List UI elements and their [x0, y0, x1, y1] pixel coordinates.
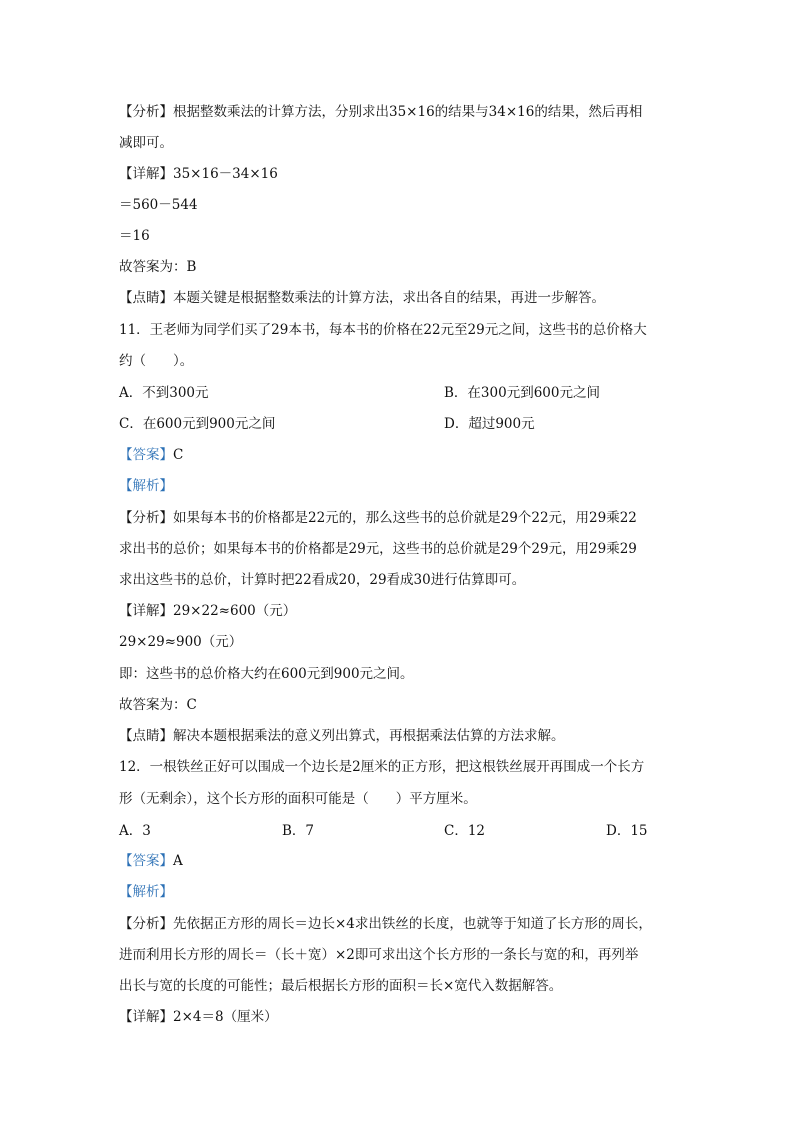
q12-stem-line-1: 12．一根铁丝正好可以围成一个边长是2厘米的正方形，把这根铁丝展开再围成一个长方 — [119, 759, 645, 775]
q11-option-a: A．不到300元 — [119, 385, 209, 401]
q11-jiexi-tag: 【解析】 — [119, 478, 173, 494]
q12-jiexi-tag: 【解析】 — [119, 884, 173, 900]
q11-analysis-line-1: 【分析】如果每本书的价格都是22元的，那么这些书的总价就是29个22元，用29乘22 — [119, 510, 637, 526]
q11-option-b: B．在300元到600元之间 — [444, 385, 600, 401]
q12-answer-value: A — [173, 853, 183, 869]
q10-analysis-line-1: 【分析】根据整数乘法的计算方法，分别求出35×16的结果与34×16的结果，然后再相 — [119, 104, 643, 120]
q11-detail-line-2: 29×29≈900（元） — [119, 634, 243, 650]
q12-answer — [119, 851, 183, 871]
q11-detail-line-3: 即：这些书的总价格大约在600元到900元之间。 — [119, 666, 414, 682]
q12-analysis-line-1: 【分析】先依据正方形的周长＝边长×4求出铁丝的长度，也就等于知道了长方形的周长， — [119, 916, 652, 932]
q11-stem-line-1: 11．王老师为同学们买了29本书，每本书的价格在22元至29元之间，这些书的总价格大 — [119, 322, 647, 338]
q10-detail-line-2: ＝560－544 — [119, 197, 198, 213]
q11-comment: 【点睛】解决本题根据乘法的意义列出算式，再根据乘法估算的方法求解。 — [119, 728, 565, 744]
q10-comment: 【点睛】本题关键是根据整数乘法的计算方法，求出各自的结果，再进一步解答。 — [119, 290, 605, 306]
q12-stem-line-2: 形（无剩余），这个长方形的面积可能是（ ）平方厘米。 — [119, 791, 477, 807]
q11-answer-tag: 【答案】 — [119, 447, 173, 463]
q11-answer-value: C — [173, 447, 184, 463]
q12-analysis-line-3: 出长与宽的长度的可能性；最后根据长方形的面积＝长×宽代入数据解答。 — [119, 978, 563, 994]
q12-option-b: B．7 — [282, 823, 315, 839]
q10-analysis-line-2: 减即可。 — [119, 135, 173, 151]
q12-option-c: C．12 — [444, 823, 486, 839]
q10-detail-line-1: 【详解】35×16－34×16 — [119, 166, 278, 182]
q11-analysis-line-3: 求出这些书的总价，计算时把22看成20，29看成30进行估算即可。 — [119, 572, 526, 588]
q11-analysis-line-2: 求出书的总价；如果每本书的价格都是29元，这些书的总价就是29个29元，用29乘29 — [119, 541, 637, 557]
q12-answer-tag: 【答案】 — [119, 853, 173, 869]
q11-stem-line-2: 约（ ）。 — [119, 353, 194, 369]
q11-option-c: C．在600元到900元之间 — [119, 416, 276, 432]
q12-option-d: D．15 — [606, 823, 648, 839]
q10-detail-line-3: ＝16 — [119, 228, 150, 244]
q11-detail-line-1: 【详解】29×22≈600（元） — [119, 603, 297, 619]
q11-answer — [119, 445, 183, 465]
q12-option-a: A．3 — [119, 823, 151, 839]
q11-answer-line: 故答案为：C — [119, 697, 197, 713]
q10-answer-line: 故答案为：B — [119, 259, 197, 275]
q11-option-d: D．超过900元 — [444, 416, 535, 432]
q12-detail-line-1: 【详解】2×4＝8（厘米） — [119, 1009, 278, 1025]
q12-analysis-line-2: 进而利用长方形的周长＝（长＋宽）×2即可求出这个长方形的一条长与宽的和，再列举 — [119, 947, 639, 963]
